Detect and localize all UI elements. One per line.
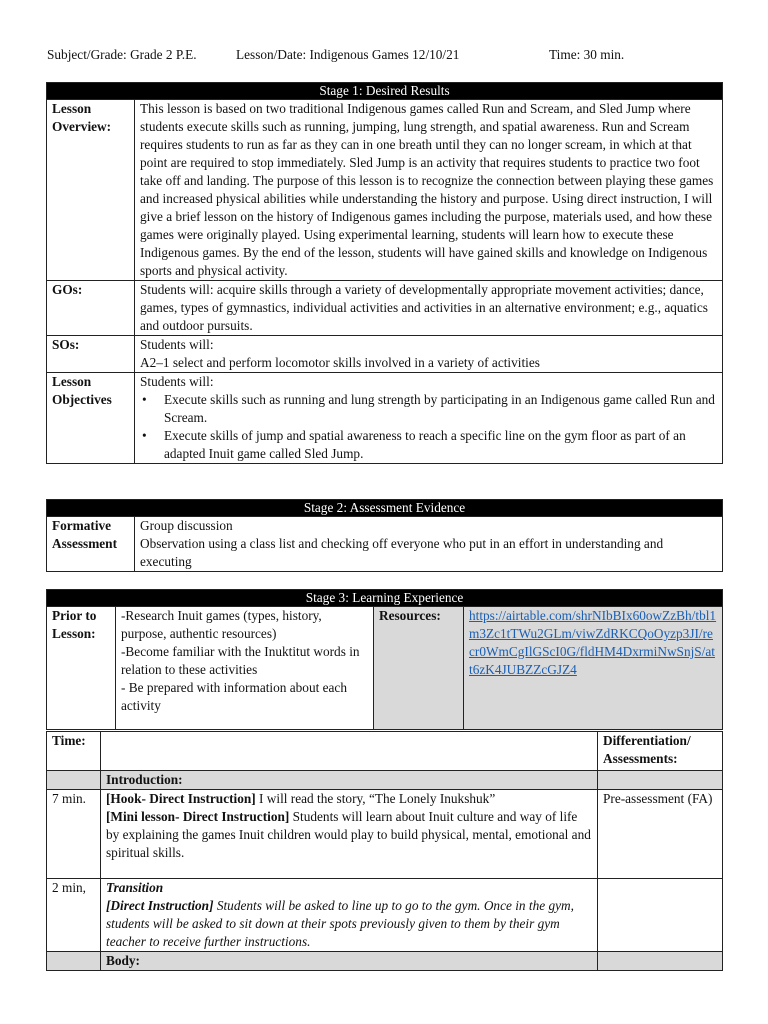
stage3-title: Stage 3: Learning Experience <box>47 590 723 607</box>
prior-item: -Research Inuit games (types, history, purpose, authentic resources) <box>121 608 322 641</box>
objective-item: • Execute skills such as running and lung strength by participating in an Indigenous game called Run and Scream. <box>140 391 717 427</box>
body-label: Body: <box>101 952 598 971</box>
introduction-label: Introduction: <box>101 771 598 790</box>
activity-header <box>101 732 598 771</box>
body-time-cell <box>47 952 101 971</box>
stage3-table <box>46 589 723 730</box>
overview-label: Lesson Overview: <box>47 100 135 281</box>
row2-assessment <box>598 879 723 952</box>
row2-activity: Transition [Direct Instruction] Students will be asked to line up to go to the gym. Once in the gym, students will be asked to sit down at their spots previously given to them by their gym teacher to receive further instructions. <box>101 879 598 952</box>
stage2-title: Stage 2: Assessment Evidence <box>47 500 723 517</box>
body-assess-cell <box>598 952 723 971</box>
intro-time-cell <box>47 771 101 790</box>
lesson-time: Time: 30 min. <box>549 47 625 62</box>
row2-time: 2 min, <box>47 879 101 952</box>
schedule-table <box>46 731 723 971</box>
resources-link[interactable]: https://airtable.com/shrNIbBIx60owZzBh/tbl1m3Zc1tTWu2GLm/viwZdRKCQoOyzp3JI/recr0WmCgIlGScI0G/fldHM4DxrmiNwSnjS/att6zK4JUBZZcGJZ4 <box>469 608 717 677</box>
row1-activity: [Hook- Direct Instruction] I will read the story, “The Lonely Inukshuk” [Mini lesson- Direct Instruction] Students will learn about Inuit culture and way of life by explaining the games Inuit children would play to build physical, mental, emotional and spiritual skills. <box>101 790 598 879</box>
objectives-label: Lesson Objectives <box>47 373 135 464</box>
subject-grade: Subject/Grade: Grade 2 P.E. <box>47 47 197 62</box>
prior-item: - Be prepared with information about each activity <box>121 680 347 713</box>
overview-text: This lesson is based on two traditional Indigenous games called Run and Scream, and Sled Jump where students execute skills such as running, jumping, lung strength, and spatial awareness. Run and Scream requires students to run as far as they can in one breath until they can no longer scream, in which at that point are required to stop immediately. Sled Jump is an activity that requires students to practice two foot take off and landing. The purpose of this lesson is to recognize the connection between playing these games and increased physical abilities while understanding the history and purpose. Using direct instruction, I will give a brief lesson on the history of Indigenous games including the purpose, materials used, and how these games were originally played. Using experimental learning, students will learn how to execute these Indigenous games. By the end of the lesson, students will have gained skills and knowledge on Indigenous sports and physical activity. <box>135 100 723 281</box>
prior-list <box>116 607 374 730</box>
prior-label: Prior to Lesson: <box>47 607 116 730</box>
gos-text: Students will: acquire skills through a variety of developmentally appropriate movement activities; dance, games, types of gymnastics, individual activities and activities in an alternative environment; e.g., aquatics and outdoor pursuits. <box>135 281 723 336</box>
intro-assess-cell <box>598 771 723 790</box>
formative-text: Group discussion Observation using a class list and checking off everyone who put in an effort in understanding and executing <box>135 517 723 572</box>
sos-text: Students will: A2–1 select and perform locomotor skills involved in a variety of activities <box>135 336 723 373</box>
objective-item: • Execute skills of jump and spatial awareness to reach a specific line on the gym floor as part of an adapted Inuit game called Sled Jump. <box>140 427 717 463</box>
formative-label: Formative Assessment <box>47 517 135 572</box>
prior-item: -Become familiar with the Inuktitut words in relation to these activities <box>121 644 360 677</box>
row1-time: 7 min. <box>47 790 101 879</box>
time-header: Time: <box>47 732 101 771</box>
lesson-date: Lesson/Date: Indigenous Games 12/10/21 <box>236 47 460 62</box>
stage2-table <box>46 499 723 572</box>
objectives-list <box>140 391 717 463</box>
gos-label: GOs: <box>47 281 135 336</box>
differentiation-header: Differentiation/ Assessments: <box>598 732 723 771</box>
stage1-title: Stage 1: Desired Results <box>47 83 723 100</box>
row1-assessment: Pre-assessment (FA) <box>598 790 723 879</box>
document-header <box>47 47 727 65</box>
resources-label: Resources: <box>374 607 464 730</box>
stage1-table <box>46 82 723 464</box>
objectives-text: Students will: • Execute skills such as running and lung strength by participating in an Indigenous game called Run and Scream. • Execute skills of jump and spatial awareness to reach a specific line on the gym floor as part of an adapted Inuit game called Sled Jump. <box>135 373 723 464</box>
resources-cell <box>464 607 723 730</box>
sos-label: SOs: <box>47 336 135 373</box>
